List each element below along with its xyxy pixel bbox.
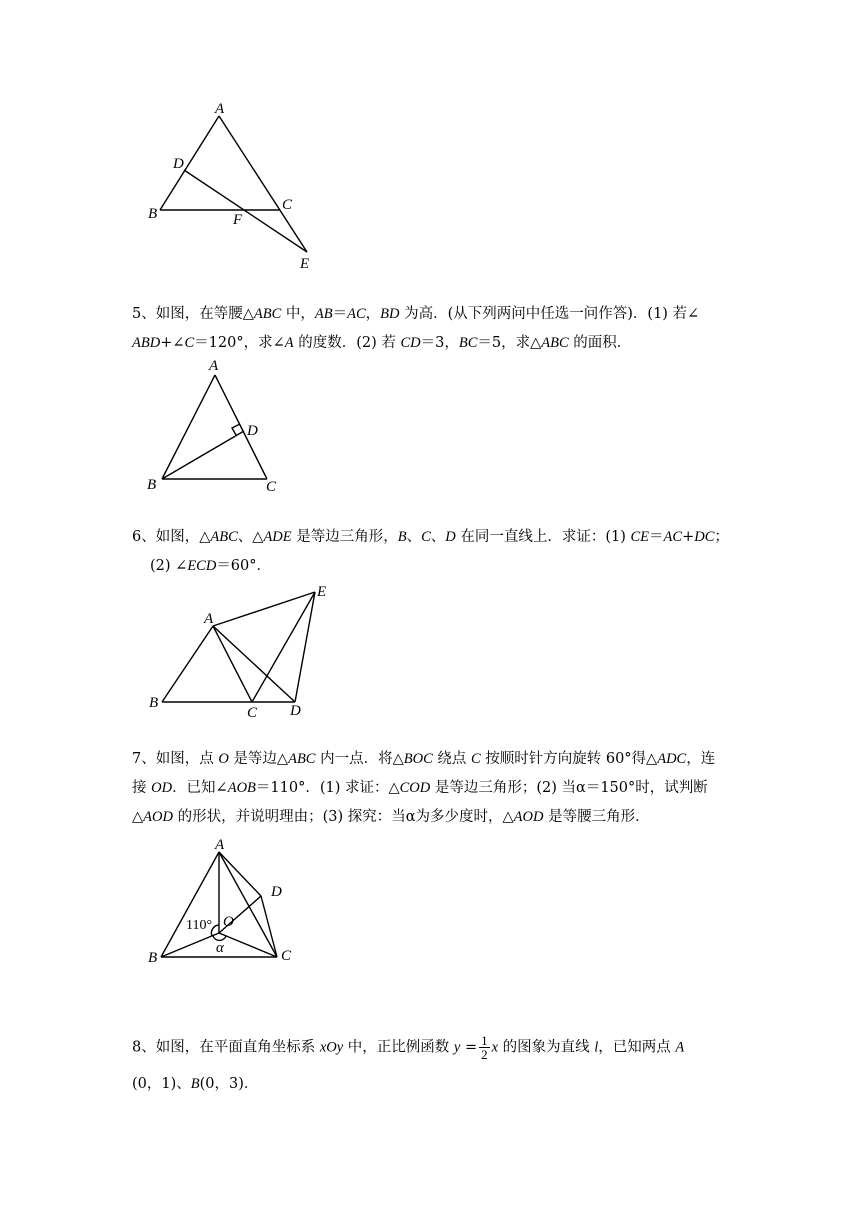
label-F: F [233, 212, 243, 228]
label-B: B [147, 477, 157, 493]
label-B: B [149, 695, 159, 711]
alpha-label: α [216, 940, 224, 956]
label-C: C [266, 479, 277, 495]
label-B: B [148, 206, 158, 222]
figure-5-svg [140, 355, 300, 495]
figure-problem-6 [140, 580, 340, 720]
figure-problem-5 [140, 355, 300, 495]
label-C: C [247, 705, 258, 721]
angle-110-label: 110° [186, 918, 213, 933]
label-A: A [215, 101, 225, 117]
label-A: A [209, 358, 219, 374]
problem-7-line-2: 接 OD．已知∠AOB＝110°．(1) 求证：△COD 是等边三角形；(2) 当α＝150°时，试判断 [132, 780, 708, 796]
segment-DC [261, 896, 277, 957]
figure-problem-4 [140, 100, 340, 280]
segment-AB [161, 852, 219, 957]
segment-AC [219, 852, 277, 957]
problem-8-line-1: 8、如图，在平面直角坐标系 xOy 中，正比例函数 y = $\frac{1}{2}$ x 的图象为直线 l，已知两点 A [132, 1033, 685, 1062]
figure-7-svg [140, 836, 310, 971]
label-D: D [173, 156, 184, 172]
figure-6-svg [140, 580, 340, 720]
label-C: C [281, 948, 292, 964]
segment-AC [213, 626, 252, 702]
figure-problem-7 [140, 836, 310, 971]
fraction-one-half: $\frac{1}{2}$ [481, 1033, 488, 1062]
label-A: A [204, 611, 214, 627]
label-D: D [271, 884, 282, 900]
label-D: D [247, 423, 258, 439]
segment-OC [219, 933, 277, 957]
label-O: O [223, 914, 234, 930]
problem-7-line-3: △AOD 的形状，并说明理由；(3) 探究：当α为多少度时，△AOD 是等腰三角形． [132, 809, 650, 825]
label-C: C [282, 197, 293, 213]
problem-8-line-2: (0，1)、B(0，3)． [132, 1076, 259, 1092]
label-E: E [300, 256, 310, 272]
segment-AB [160, 116, 219, 210]
problem-6-line-1: 6、如图，△ABC、△ADE 是等边三角形，B、C、D 在同一直线上．求证：(1) CE＝AC+DC； [132, 529, 729, 545]
problem-5-line-2: ABD+∠C＝120°，求∠A 的度数．(2) 若 CD＝3，BC＝5，求△ABC 的面积． [132, 335, 632, 351]
label-D: D [290, 703, 301, 719]
problem-5-line-1: 5、如图，在等腰△ABC 中，AB＝AC，BD 为高．(从下列两问中任选一问作答)．(1) 若∠ [132, 306, 700, 322]
problem-7-line-1: 7、如图，点 O 是等边△ABC 内一点．将△BOC 绕点 C 按顺时针方向旋转 60°得△ADC，连 [132, 751, 716, 767]
problem-6-line-2: (2) ∠ECD＝60°． [150, 558, 272, 574]
figure-4-svg [140, 100, 340, 280]
segment-AE [219, 116, 307, 252]
segment-AE [213, 592, 315, 626]
segment-AD [213, 626, 295, 702]
segment-OB [161, 933, 219, 957]
segment-AC [215, 375, 267, 479]
label-A: A [215, 837, 225, 853]
label-B: B [148, 950, 158, 966]
segment-AB [162, 626, 213, 702]
label-E: E [317, 584, 327, 600]
